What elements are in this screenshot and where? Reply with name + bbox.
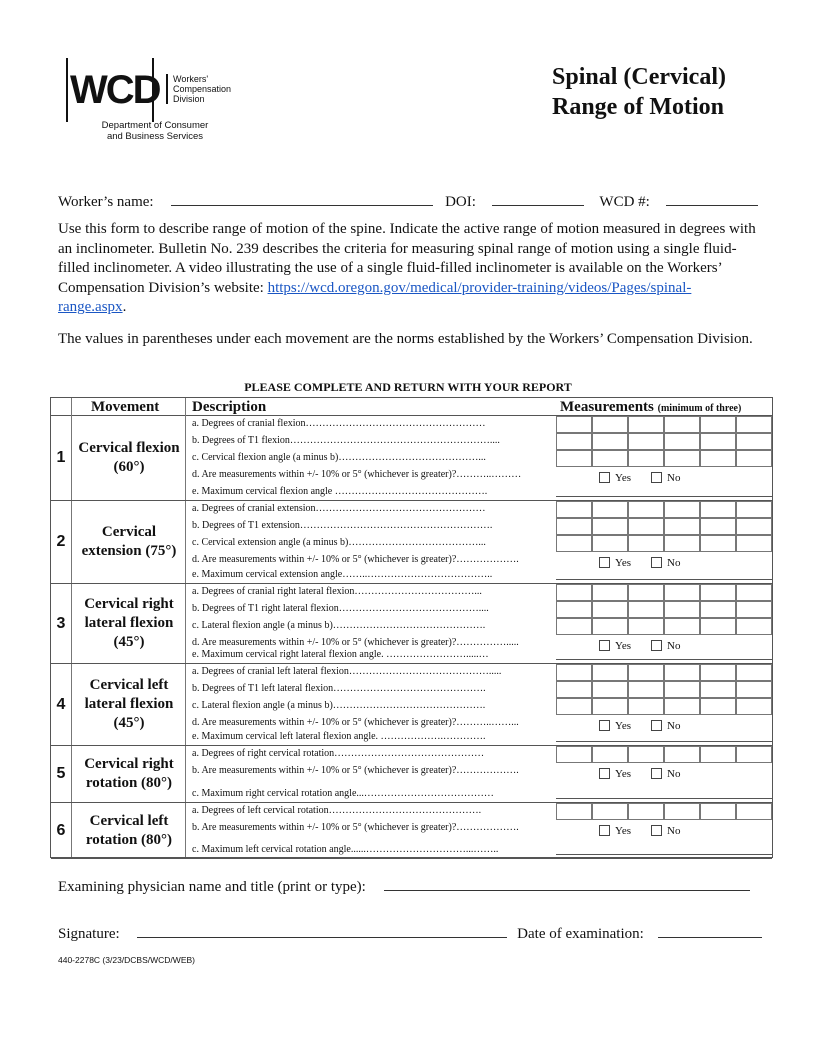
checkbox-icon bbox=[599, 768, 610, 779]
logo-line: Compensation bbox=[173, 84, 232, 94]
checkbox-icon bbox=[599, 640, 610, 651]
item-measure: a. Degrees of left cervical rotation………………………………………. bbox=[192, 805, 482, 816]
measurement-cell[interactable] bbox=[700, 450, 736, 467]
item-check: d. Are measurements within +/- 10% or 5° (whichever is greater)?………..……... bbox=[192, 717, 519, 728]
measurement-cell[interactable] bbox=[592, 501, 628, 518]
measurement-cell[interactable] bbox=[556, 450, 592, 467]
measurement-cell[interactable] bbox=[664, 618, 700, 635]
measurement-cell[interactable] bbox=[700, 698, 736, 715]
max-angle-field[interactable] bbox=[556, 496, 773, 497]
item-measure: a. Degrees of cranial left lateral flexion……………………………………..... bbox=[192, 666, 502, 677]
no-label: No bbox=[667, 720, 681, 732]
yes-checkbox[interactable] bbox=[599, 640, 631, 652]
measurement-cell[interactable] bbox=[628, 501, 664, 518]
dept-line: Department of Consumer bbox=[101, 120, 209, 131]
measurement-cell[interactable] bbox=[628, 746, 664, 763]
item-line: e. Maximum cervical right lateral flexion angle. …………………….....… bbox=[192, 649, 489, 660]
table-row bbox=[51, 803, 772, 859]
table-row bbox=[51, 746, 772, 803]
checkbox-icon bbox=[651, 825, 662, 836]
page-title bbox=[552, 62, 726, 122]
measurement-cell[interactable] bbox=[556, 416, 592, 433]
max-angle-field[interactable] bbox=[556, 798, 773, 799]
measurement-cell[interactable] bbox=[592, 601, 628, 618]
item-measure: b. Degrees of T1 right lateral flexion…………………………………….... bbox=[192, 603, 489, 614]
no-checkbox[interactable] bbox=[651, 472, 680, 484]
measurement-cell[interactable] bbox=[592, 416, 628, 433]
yes-label: Yes bbox=[615, 640, 632, 652]
item-measure: c. Cervical flexion angle (a minus b)……………………………………... bbox=[192, 452, 486, 463]
worker-info-line bbox=[58, 192, 758, 212]
measurement-cell[interactable] bbox=[736, 535, 772, 552]
checkbox-icon bbox=[651, 640, 662, 651]
measurement-cell[interactable] bbox=[736, 803, 772, 820]
measurement-cell[interactable] bbox=[628, 518, 664, 535]
signature-line bbox=[58, 924, 762, 943]
movement-name: Cervical flexion (60°) bbox=[78, 440, 180, 475]
measurement-cell[interactable] bbox=[736, 501, 772, 518]
item-measure: c. Lateral flexion angle (a minus b)………………………………………. bbox=[192, 620, 486, 631]
worker-name-label: Worker’s name: bbox=[58, 194, 154, 210]
physician-field[interactable] bbox=[384, 877, 750, 891]
measurement-cell[interactable] bbox=[556, 618, 592, 635]
measurement-cell[interactable] bbox=[700, 535, 736, 552]
measurement-cell[interactable] bbox=[556, 535, 592, 552]
measurement-cell[interactable] bbox=[628, 450, 664, 467]
instruction-heading: PLEASE COMPLETE AND RETURN WITH YOUR REPORT bbox=[244, 380, 572, 394]
measurement-cell[interactable] bbox=[592, 433, 628, 450]
measurement-cell[interactable] bbox=[700, 681, 736, 698]
measurement-cell[interactable] bbox=[556, 433, 592, 450]
table-header bbox=[51, 398, 772, 416]
item-check: b. Are measurements within +/- 10% or 5° (whichever is greater)?………………. bbox=[192, 822, 519, 833]
max-angle-field[interactable] bbox=[556, 579, 773, 580]
table-row bbox=[51, 501, 772, 584]
measurement-cell[interactable] bbox=[664, 501, 700, 518]
measurement-cell[interactable] bbox=[592, 698, 628, 715]
no-label: No bbox=[667, 768, 681, 780]
doi-label: DOI: bbox=[445, 194, 476, 210]
checkbox-icon bbox=[599, 472, 610, 483]
measurement-cell[interactable] bbox=[664, 518, 700, 535]
measurement-cell[interactable] bbox=[736, 601, 772, 618]
measurement-cell[interactable] bbox=[664, 681, 700, 698]
max-angle-field[interactable] bbox=[556, 659, 773, 660]
measurement-cell[interactable] bbox=[664, 601, 700, 618]
no-label: No bbox=[667, 472, 681, 484]
measurement-cell[interactable] bbox=[556, 746, 592, 763]
measurement-cell[interactable] bbox=[628, 601, 664, 618]
no-label: No bbox=[667, 825, 681, 837]
movement-name: Cervical extension (75°) bbox=[81, 524, 177, 559]
measurement-cell[interactable] bbox=[556, 601, 592, 618]
signature-field[interactable] bbox=[137, 924, 507, 938]
item-line: e. Maximum cervical extension angle……..……………………………….. bbox=[192, 569, 493, 580]
measurement-cell[interactable] bbox=[592, 803, 628, 820]
measurement-cell[interactable] bbox=[628, 433, 664, 450]
logo-department bbox=[90, 120, 220, 142]
measurement-cell[interactable] bbox=[628, 803, 664, 820]
no-label: No bbox=[667, 640, 681, 652]
measurement-cell[interactable] bbox=[628, 535, 664, 552]
item-measure: c. Cervical extension angle (a minus b)…………………………………... bbox=[192, 537, 486, 548]
measurement-cell[interactable] bbox=[664, 584, 700, 601]
intro-paragraph bbox=[58, 220, 758, 318]
measurement-cell[interactable] bbox=[664, 535, 700, 552]
exam-date-label: Date of examination: bbox=[517, 926, 644, 942]
table-row bbox=[51, 664, 772, 746]
header-movement: Movement bbox=[91, 399, 160, 415]
item-measure: c. Lateral flexion angle (a minus b)………………………………………. bbox=[192, 700, 486, 711]
yes-label: Yes bbox=[615, 825, 632, 837]
item-measure: a. Degrees of cranial right lateral flexion………………………………... bbox=[192, 586, 482, 597]
exam-date-field[interactable] bbox=[658, 924, 762, 938]
movement-name: Cervical right rotation (80°) bbox=[84, 756, 174, 791]
measurement-cell[interactable] bbox=[628, 698, 664, 715]
measurement-cell[interactable] bbox=[700, 664, 736, 681]
measurement-cell[interactable] bbox=[700, 601, 736, 618]
item-check: b. Are measurements within +/- 10% or 5° (whichever is greater)?………………. bbox=[192, 765, 519, 776]
measurement-cell[interactable] bbox=[628, 681, 664, 698]
doi-field[interactable] bbox=[492, 192, 584, 206]
physician-line bbox=[58, 877, 750, 896]
yes-checkbox[interactable] bbox=[599, 720, 631, 732]
measurement-cell[interactable] bbox=[700, 501, 736, 518]
measurement-cell[interactable] bbox=[700, 518, 736, 535]
measurement-cell[interactable] bbox=[628, 416, 664, 433]
no-checkbox[interactable] bbox=[651, 720, 680, 732]
measurement-cell[interactable] bbox=[736, 433, 772, 450]
item-line: e. Maximum cervical flexion angle ………………………………………. bbox=[192, 486, 488, 497]
checkbox-icon bbox=[599, 825, 610, 836]
max-angle-field[interactable] bbox=[556, 854, 773, 855]
measurement-cell[interactable] bbox=[700, 803, 736, 820]
measurement-cell[interactable] bbox=[700, 746, 736, 763]
logo-line: Workers' bbox=[173, 74, 209, 84]
measurement-cell[interactable] bbox=[628, 618, 664, 635]
video-link[interactable]: https://wcd.oregon.gov/medical/provider-training/videos/Pages/spinal-range.aspx bbox=[58, 279, 692, 315]
measurement-cell[interactable] bbox=[736, 518, 772, 535]
item-measure: a. Degrees of cranial flexion……………………………………………… bbox=[192, 418, 486, 429]
yes-label: Yes bbox=[615, 472, 632, 484]
measurement-cell[interactable] bbox=[664, 803, 700, 820]
yes-checkbox[interactable] bbox=[599, 472, 631, 484]
yes-checkbox[interactable] bbox=[599, 557, 631, 569]
item-measure: b. Degrees of T1 extension…………………………………………………. bbox=[192, 520, 493, 531]
checkbox-icon bbox=[599, 557, 610, 568]
measurements-label: Measurements bbox=[560, 399, 654, 415]
dept-line: and Business Services bbox=[106, 131, 204, 142]
item-line: c. Maximum left cervical rotation angle......…………………………...…….. bbox=[192, 844, 499, 855]
measurement-cell[interactable] bbox=[664, 416, 700, 433]
form-code: 440-2278C (3/23/DCBS/WCD/WEB) bbox=[58, 955, 195, 965]
measurement-cell[interactable] bbox=[628, 664, 664, 681]
max-angle-field[interactable] bbox=[556, 741, 773, 742]
measurement-cell[interactable] bbox=[736, 450, 772, 467]
worker-name-field[interactable] bbox=[171, 192, 433, 206]
wcd-number-label: WCD #: bbox=[599, 194, 650, 210]
intro-text: Use this form to describe range of motion of the spine. Indicate the active range of motion measured in degrees with an inclinometer. Bulletin No. 239 describes the criteria for measuring spinal range of motion using a single fluid-filled inclinometer. A video illustrating the use of a single fluid-filled inclinometer is available on the Workers’ Compensation Division’s website: bbox=[58, 221, 756, 296]
yes-label: Yes bbox=[615, 720, 632, 732]
item-check: d. Are measurements within +/- 10% or 5° (whichever is greater)?………………. bbox=[192, 554, 519, 565]
checkbox-icon bbox=[651, 720, 662, 731]
measurement-cell[interactable] bbox=[556, 681, 592, 698]
checkbox-icon bbox=[651, 557, 662, 568]
measurement-cell[interactable] bbox=[736, 416, 772, 433]
title-line: Spinal (Cervical) bbox=[552, 64, 726, 90]
measurement-cell[interactable] bbox=[592, 584, 628, 601]
measurement-cell[interactable] bbox=[628, 584, 664, 601]
no-checkbox[interactable] bbox=[651, 640, 680, 652]
no-checkbox[interactable] bbox=[651, 768, 680, 780]
measurement-cell[interactable] bbox=[592, 450, 628, 467]
measurement-cell[interactable] bbox=[592, 681, 628, 698]
wcd-number-field[interactable] bbox=[666, 192, 758, 206]
measurement-cell[interactable] bbox=[664, 450, 700, 467]
measurement-cell[interactable] bbox=[700, 416, 736, 433]
measurement-cell[interactable] bbox=[736, 584, 772, 601]
no-checkbox[interactable] bbox=[651, 557, 680, 569]
logo-line: Division bbox=[173, 94, 205, 104]
measurement-cell[interactable] bbox=[556, 698, 592, 715]
item-measure: b. Degrees of T1 flexion…………………………………………………….... bbox=[192, 435, 500, 446]
item-check: d. Are measurements within +/- 10% or 5° (whichever is greater)?……………..... bbox=[192, 637, 519, 648]
measurement-cell[interactable] bbox=[556, 803, 592, 820]
measurement-cell[interactable] bbox=[736, 746, 772, 763]
wcd-logo bbox=[66, 58, 236, 148]
yes-label: Yes bbox=[615, 557, 632, 569]
item-measure: a. Degrees of cranial extension…………………………………………… bbox=[192, 503, 486, 514]
minimum-note: (minimum of three) bbox=[657, 403, 742, 414]
item-line: e. Maximum cervical left lateral flexion angle. ……………….…………. bbox=[192, 731, 486, 742]
measurement-cell[interactable] bbox=[664, 433, 700, 450]
range-of-motion-table bbox=[50, 397, 773, 858]
table-row bbox=[51, 584, 772, 664]
measurement-cell[interactable] bbox=[556, 518, 592, 535]
measurement-cell[interactable] bbox=[736, 618, 772, 635]
measurement-cell[interactable] bbox=[664, 664, 700, 681]
intro-end: . bbox=[122, 299, 127, 315]
item-measure: b. Degrees of T1 left lateral flexion………………………………………. bbox=[192, 683, 486, 694]
checkbox-icon bbox=[651, 768, 662, 779]
row-number: 3 bbox=[56, 614, 66, 632]
row-number: 5 bbox=[56, 765, 66, 782]
movement-name: Cervical right lateral flexion (45°) bbox=[84, 596, 174, 650]
table-row bbox=[51, 416, 772, 501]
no-label: No bbox=[667, 557, 681, 569]
signature-label: Signature: bbox=[58, 926, 120, 942]
measurement-cell[interactable] bbox=[736, 681, 772, 698]
yes-checkbox[interactable] bbox=[599, 825, 631, 837]
measurement-cell[interactable] bbox=[592, 518, 628, 535]
measurement-cell[interactable] bbox=[556, 584, 592, 601]
measurement-cell[interactable] bbox=[556, 664, 592, 681]
measurement-cell[interactable] bbox=[592, 664, 628, 681]
measurement-cell[interactable] bbox=[556, 501, 592, 518]
item-line: c. Maximum right cervical rotation angle...………………………………… bbox=[192, 788, 494, 799]
logo-division bbox=[166, 74, 231, 104]
measurement-cell[interactable] bbox=[700, 433, 736, 450]
measurement-cell[interactable] bbox=[592, 618, 628, 635]
measurement-cell[interactable] bbox=[664, 746, 700, 763]
header-description: Description bbox=[192, 399, 267, 415]
title-line: Range of Motion bbox=[552, 94, 724, 120]
checkbox-icon bbox=[599, 720, 610, 731]
norms-paragraph: The values in parentheses under each movement are the norms established by the Workers’ Compensation Division. bbox=[58, 331, 753, 347]
row-number: 2 bbox=[56, 533, 66, 550]
measurement-cell[interactable] bbox=[736, 664, 772, 681]
logo-mark: WCD bbox=[70, 68, 160, 112]
yes-label: Yes bbox=[615, 768, 632, 780]
measurement-cell[interactable] bbox=[700, 584, 736, 601]
physician-label: Examining physician name and title (print or type): bbox=[58, 879, 366, 895]
item-measure: a. Degrees of right cervical rotation……………………………………… bbox=[192, 748, 485, 759]
measurement-cell[interactable] bbox=[592, 746, 628, 763]
header-measurements bbox=[560, 398, 741, 418]
measurement-cell[interactable] bbox=[592, 535, 628, 552]
no-checkbox[interactable] bbox=[651, 825, 680, 837]
movement-name: Cervical left rotation (80°) bbox=[85, 812, 173, 848]
measurement-cell[interactable] bbox=[664, 698, 700, 715]
item-check: d. Are measurements within +/- 10% or 5° (whichever is greater)?………..……… bbox=[192, 469, 522, 480]
row-number: 1 bbox=[56, 449, 66, 466]
row-number: 6 bbox=[56, 821, 66, 839]
measurement-cell[interactable] bbox=[700, 618, 736, 635]
checkbox-icon bbox=[651, 472, 662, 483]
movement-name: Cervical left lateral flexion (45°) bbox=[84, 677, 174, 731]
yes-checkbox[interactable] bbox=[599, 768, 631, 780]
row-number: 4 bbox=[56, 695, 66, 713]
measurement-cell[interactable] bbox=[736, 698, 772, 715]
